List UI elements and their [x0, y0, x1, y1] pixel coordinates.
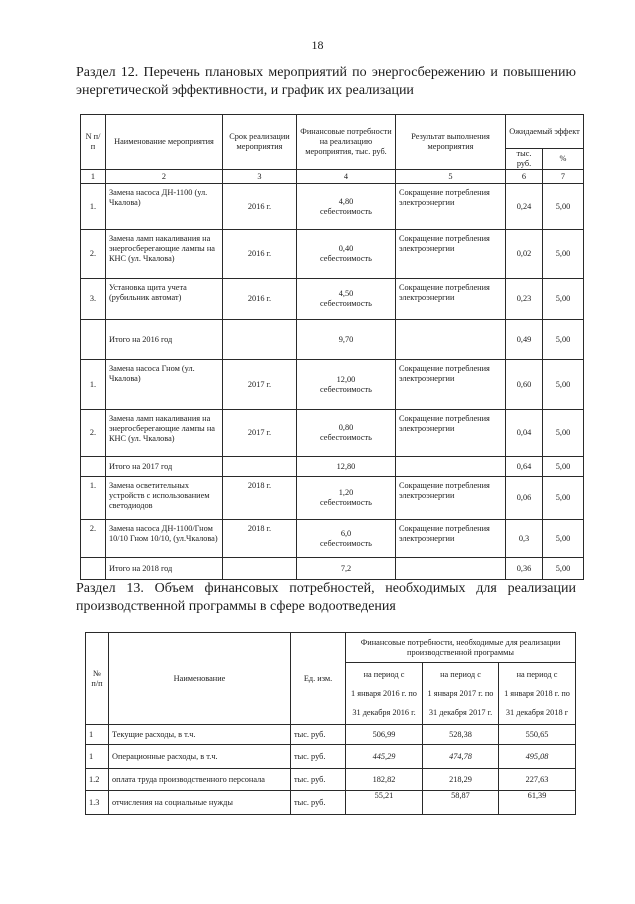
row-name: Операционные расходы, в т.ч. — [109, 745, 291, 769]
col-number: 7 — [543, 170, 584, 184]
row-term: 2016 г. — [223, 279, 297, 320]
col-header-num: № п/п — [86, 633, 109, 725]
row-name: оплата труда производственного персонала — [109, 769, 291, 791]
row-effect-rub: 0,3 — [506, 520, 543, 558]
finance-note: себестоимость — [320, 206, 372, 216]
row-num: 2. — [81, 520, 106, 558]
table-row — [81, 230, 584, 279]
finance-note: себестоимость — [320, 254, 372, 263]
period-line: 31 декабря 2017 г. — [428, 707, 493, 717]
section-13-title: Раздел 13. Объем финансовых потребностей, необходимых для реализации производственной программы в сфере водоотведения — [76, 581, 576, 614]
row-name: Замена ламп накаливания на энергосберегающие лампы на КНС (ул. Чкалова) — [106, 410, 223, 457]
row-term: 2017 г. — [223, 410, 297, 457]
table-row — [81, 360, 584, 410]
row-value: 474,78 — [423, 745, 499, 769]
table-row — [86, 791, 576, 815]
period-header — [346, 663, 423, 725]
col-number: 5 — [396, 170, 506, 184]
energy-measures-table — [80, 114, 584, 580]
row-num: 1.3 — [86, 791, 109, 815]
row-result: Сокращение потребления электроэнергии — [396, 477, 506, 520]
financial-needs-table — [85, 632, 576, 815]
row-effect-rub: 0,23 — [506, 279, 543, 320]
row-effect-pct: 5,00 — [543, 410, 584, 457]
row-effect-pct: 5,00 — [543, 520, 584, 558]
row-name: отчисления на социальные нужды — [109, 791, 291, 815]
finance-value: 0,40 — [338, 244, 354, 253]
row-effect-pct: 5,00 — [543, 184, 584, 230]
table-row — [81, 520, 584, 558]
row-num: 1 — [86, 725, 109, 745]
col-header-unit: Ед. изм. — [291, 633, 346, 725]
empty-cell — [223, 320, 297, 360]
empty-cell — [81, 558, 106, 580]
row-value: 55,21 — [346, 791, 423, 815]
empty-cell — [223, 457, 297, 477]
total-effect-pct: 5,00 — [543, 320, 584, 360]
finance-value: 4,80 — [338, 196, 354, 206]
empty-cell — [396, 457, 506, 477]
row-result: Сокращение потребления электроэнергии — [396, 410, 506, 457]
col-header-effect-rub: тыс. руб. — [506, 149, 543, 170]
row-term: 2018 г. — [223, 477, 297, 520]
row-unit: тыс. руб. — [291, 769, 346, 791]
row-finance — [297, 520, 396, 558]
table-row — [86, 725, 576, 745]
period-line: на период с — [440, 669, 481, 679]
row-name: Установка щита учета (рубильник автомат) — [106, 279, 223, 320]
row-finance — [297, 477, 396, 520]
row-effect-pct: 5,00 — [543, 279, 584, 320]
total-finance: 9,70 — [297, 320, 396, 360]
row-effect-pct: 5,00 — [543, 477, 584, 520]
row-finance — [297, 230, 396, 279]
column-numbers-row — [81, 170, 584, 184]
total-effect-rub: 0,49 — [506, 320, 543, 360]
row-finance — [297, 184, 396, 230]
table-row — [81, 184, 584, 230]
period-line: 31 декабря 2016 г. — [352, 707, 416, 717]
empty-cell — [81, 320, 106, 360]
row-name: Замена ламп накаливания на энергосберегающие лампы на КНС (ул. Чкалова) — [106, 230, 223, 279]
row-num: 2. — [81, 410, 106, 457]
finance-value: 1,20 — [338, 488, 354, 497]
period-line: 1 января 2016 г. по — [351, 688, 417, 698]
row-term: 2016 г. — [223, 230, 297, 279]
row-result: Сокращение потребления электроэнергии — [396, 230, 506, 279]
row-name: Замена насоса ДН-1100 (ул. Чкалова) — [106, 184, 223, 230]
row-value: 182,82 — [346, 769, 423, 791]
table-row — [86, 745, 576, 769]
row-effect-rub: 0,60 — [506, 360, 543, 410]
row-value: 445,29 — [346, 745, 423, 769]
total-effect-pct: 5,00 — [543, 457, 584, 477]
row-effect-rub: 0,06 — [506, 477, 543, 520]
row-value: 495,08 — [499, 745, 576, 769]
period-line: на период с — [363, 669, 405, 679]
total-row — [81, 558, 584, 580]
row-effect-pct: 5,00 — [543, 230, 584, 279]
col-header-effect-pct: % — [543, 149, 584, 170]
col-header-effect: Ожидаемый эффект — [506, 115, 584, 149]
empty-cell — [396, 558, 506, 580]
col-number: 3 — [223, 170, 297, 184]
col-number: 6 — [506, 170, 543, 184]
row-effect-rub: 0,04 — [506, 410, 543, 457]
col-header-num: N п/п — [81, 115, 106, 170]
row-result: Сокращение потребления электроэнергии — [396, 184, 506, 230]
row-term: 2016 г. — [223, 184, 297, 230]
finance-value: 6,0 — [340, 528, 352, 538]
period-line: 31 декабря 2018 г — [505, 707, 569, 717]
table-row — [81, 410, 584, 457]
finance-note: себестоимость — [320, 384, 372, 394]
row-effect-rub: 0,24 — [506, 184, 543, 230]
period-line: на период с — [516, 669, 558, 679]
table-row — [86, 769, 576, 791]
table-row — [81, 279, 584, 320]
finance-note: себестоимость — [320, 299, 372, 308]
total-label: Итого на 2016 год — [106, 320, 223, 360]
page-number: 18 — [311, 38, 324, 52]
period-line: 1 января 2018 г. по — [504, 688, 570, 698]
finance-value: 12,00 — [336, 374, 356, 384]
row-finance — [297, 410, 396, 457]
row-num: 3. — [81, 279, 106, 320]
row-value: 506,99 — [346, 725, 423, 745]
total-effect-rub: 0,64 — [506, 457, 543, 477]
total-label: Итого на 2018 год — [106, 558, 223, 580]
finance-note: себестоимость — [320, 433, 372, 442]
col-header-result: Результат выполнения мероприятия — [396, 115, 506, 170]
finance-value: 0,80 — [338, 423, 354, 432]
row-num: 1. — [81, 184, 106, 230]
row-effect-rub: 0,02 — [506, 230, 543, 279]
total-effect-rub: 0,36 — [506, 558, 543, 580]
col-header-group: Финансовые потребности, необходимые для реализации производственной программы — [346, 633, 576, 663]
finance-note: себестоимость — [320, 498, 372, 507]
row-result: Сокращение потребления электроэнергии — [396, 279, 506, 320]
row-value: 61,39 — [499, 791, 576, 815]
row-unit: тыс. руб. — [291, 725, 346, 745]
total-effect-pct: 5,00 — [543, 558, 584, 580]
empty-cell — [81, 457, 106, 477]
row-num: 1.2 — [86, 769, 109, 791]
period-line: 1 января 2017 г. по — [427, 688, 494, 698]
period-header — [423, 663, 499, 725]
row-num: 1 — [86, 745, 109, 769]
empty-cell — [396, 320, 506, 360]
section-12-title: Раздел 12. Перечень плановых мероприятий по энергосбережению и повышению энергетической эффективности, и график их реализации — [76, 65, 576, 98]
col-header-term: Срок реализации мероприятия — [223, 115, 297, 170]
col-number: 1 — [81, 170, 106, 184]
row-unit: тыс. руб. — [291, 791, 346, 815]
row-value: 58,87 — [423, 791, 499, 815]
finance-note: себестоимость — [320, 538, 372, 548]
total-finance: 7,2 — [297, 558, 396, 580]
total-row — [81, 320, 584, 360]
row-result: Сокращение потребления электроэнергии — [396, 520, 506, 558]
row-name: Замена насоса ДН-1100/Гном 10/10 Гном 10/10, (ул.Чкалова) — [106, 520, 223, 558]
row-value: 550,65 — [499, 725, 576, 745]
row-name: Замена осветительных устройств с использованием светодиодов — [106, 477, 223, 520]
finance-value: 4,50 — [338, 289, 354, 298]
table-row — [81, 477, 584, 520]
period-header — [499, 663, 576, 725]
row-value: 227,63 — [499, 769, 576, 791]
row-num: 1. — [81, 477, 106, 520]
row-term: 2017 г. — [223, 360, 297, 410]
col-header-name: Наименование мероприятия — [106, 115, 223, 170]
col-number: 4 — [297, 170, 396, 184]
col-header-name: Наименование — [109, 633, 291, 725]
row-finance — [297, 279, 396, 320]
row-name: Замена насоса Гном (ул. Чкалова) — [106, 360, 223, 410]
row-unit: тыс. руб. — [291, 745, 346, 769]
row-term: 2018 г. — [223, 520, 297, 558]
total-label: Итого на 2017 год — [106, 457, 223, 477]
empty-cell — [223, 558, 297, 580]
col-number: 2 — [106, 170, 223, 184]
row-value: 528,38 — [423, 725, 499, 745]
row-num: 2. — [81, 230, 106, 279]
col-header-finance: Финансовые потребности на реализацию мероприятия, тыс. руб. — [297, 115, 396, 170]
row-name: Текущие расходы, в т.ч. — [109, 725, 291, 745]
total-finance: 12,80 — [297, 457, 396, 477]
row-effect-pct: 5,00 — [543, 360, 584, 410]
row-value: 218,29 — [423, 769, 499, 791]
total-row — [81, 457, 584, 477]
row-result: Сокращение потребления электроэнергии — [396, 360, 506, 410]
row-num: 1. — [81, 360, 106, 410]
row-finance — [297, 360, 396, 410]
